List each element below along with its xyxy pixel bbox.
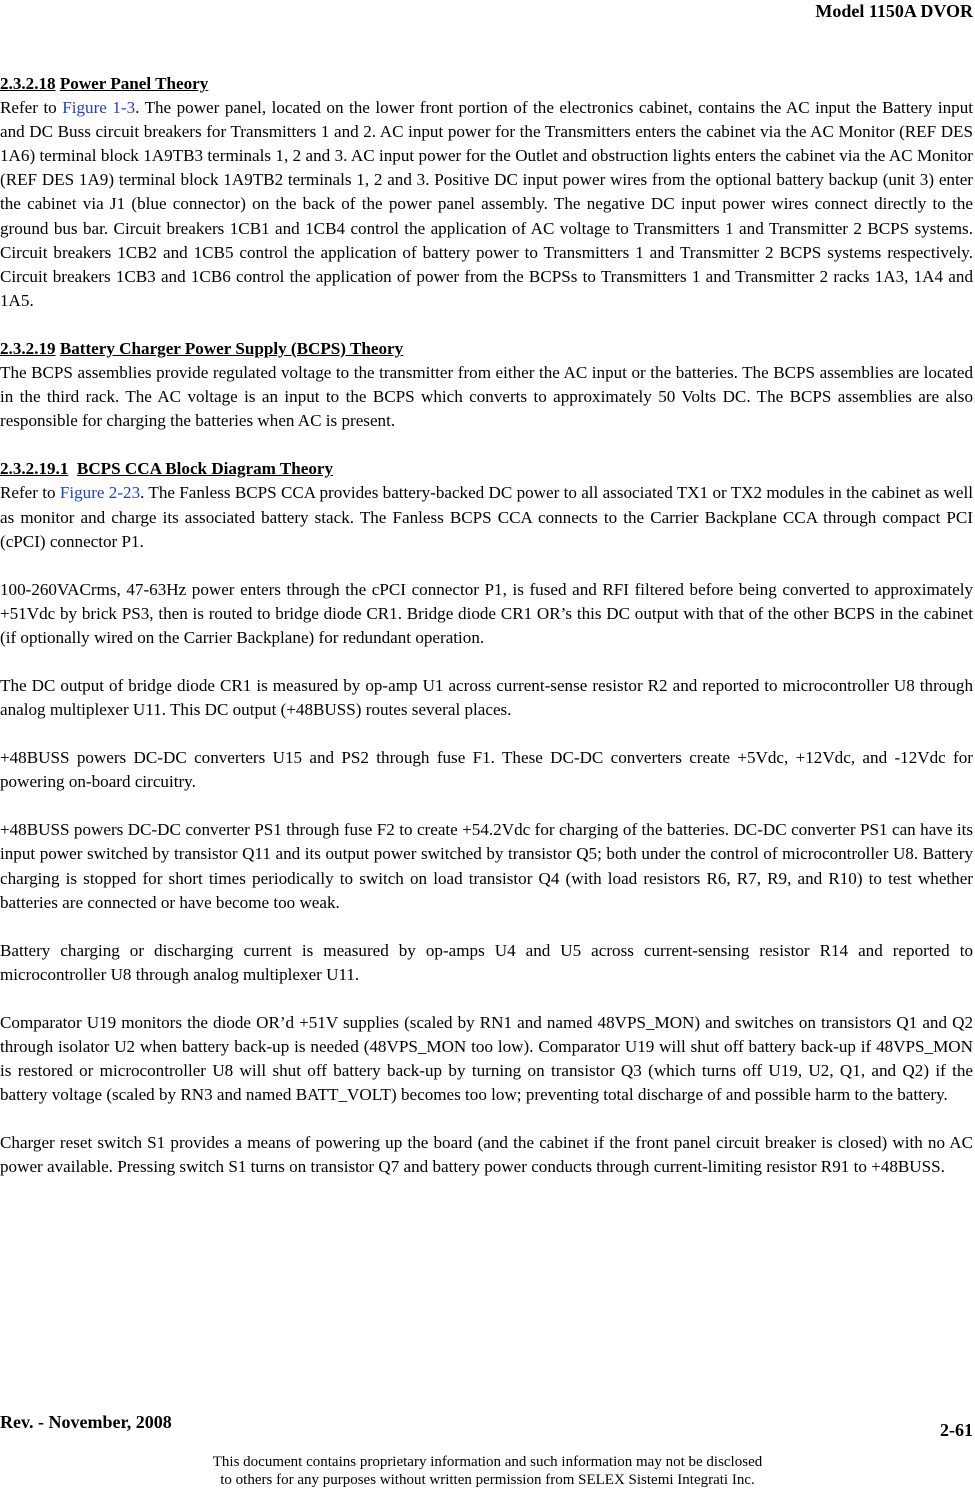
bcps-paragraph: The BCPS assemblies provide regulated voltage to the transmitter from either the AC input or the batteries. The BCPS assemblies are located in the third rack. The AC voltage is an input to the BCPS which converts to approximately 50 Volts DC. The BCPS assemblies are also responsible for charging the batteries when AC is present. xyxy=(0,363,973,431)
footer-proprietary-notice xyxy=(0,1453,975,1489)
section-heading-power-panel xyxy=(0,72,973,96)
text-run: . The power panel, located on the lower front portion of the electronics cabinet, contains the AC input the Battery input and DC Buss circuit breakers for Transmitters 1 and 2. AC input power for the Transmitters enters the cabinet via the AC Monitor (REF DES 1A6) terminal block 1A9TB3 terminals 1, 2 and 3. AC input power for the Outlet and obstruction lights enters the cabinet via the AC Monitor (REF DES 1A9) terminal block 1A9TB2 terminals 1, 2 and 3. Positive DC input power wires from the optional battery backup (unit 3) enter the cabinet via J1 (blue connector) on the back of the power panel assembly. The negative DC input power wires connect directly to the ground bus bar. Circuit breakers 1CB1 and 1CB4 control the application of AC voltage to Transmitters 1 and Transmitter 2 BCPS systems. Circuit breakers 1CB2 and 1CB5 control the application of battery power to Transmitters 1 and Transmitter 2 BCPS systems respectively. Circuit breakers 1CB3 and 1CB6 control the application of power from the BCPSs to Transmitters 1 and Transmitter 2 racks 1A3, 1A4 and 1A5. xyxy=(0,98,973,310)
document-model-title: Model 1150A DVOR xyxy=(815,1,973,21)
figure-2-23-link[interactable]: Figure 2-23 xyxy=(59,483,141,503)
section-heading-bcps xyxy=(0,337,973,361)
bcps-cca-paragraph-4: +48BUSS powers DC-DC converters U15 and PS2 through fuse F1. These DC-DC converters create +5Vdc, +12Vdc, and -12Vdc for powering on-board circuitry. xyxy=(0,748,973,792)
section-title: Power Panel Theory xyxy=(59,74,209,93)
footer-revision: Rev. - November, 2008 xyxy=(0,1412,172,1432)
section-title: Battery Charger Power Supply (BCPS) Theory xyxy=(59,338,404,358)
power-panel-paragraph xyxy=(0,96,973,313)
text-run: Refer to xyxy=(0,98,63,118)
bcps-cca-paragraph-3: The DC output of bridge diode CR1 is measured by op-amp U1 across current-sense resistor R2 and reported to microcontroller U8 through analog multiplexer U11. This DC output (+48BUSS) routes several places. xyxy=(0,675,973,720)
notice-line-2: to others for any purposes without written permission from SELEX Sistemi Integrati Inc. xyxy=(220,1472,755,1488)
text-run: . The Fanless BCPS CCA provides battery-backed DC power to all associated TX1 or TX2 modules in the cabinet as well as monitor and charge its associated battery stack. The Fanless BCPS CCA connects to the Carrier Backplane CCA through compact PCI (cPCI) connector P1. xyxy=(0,483,973,551)
document-body xyxy=(0,72,973,1203)
bcps-cca-paragraph-6: Battery charging or discharging current is measured by op-amps U4 and U5 across current-sensing resistor R14 and reported to microcontroller U8 through analog multiplexer U11. xyxy=(0,940,973,984)
bcps-cca-paragraph-8: Charger reset switch S1 provides a means of powering up the board (and the cabinet if the front panel circuit breaker is closed) with no AC power available. Pressing switch S1 turns on transistor Q7 and battery power conducts through current-limiting resistor R91 to +48BUSS. xyxy=(0,1133,973,1177)
section-title: BCPS CCA Block Diagram Theory xyxy=(76,459,334,479)
section-number: 2.3.2.19.1 xyxy=(0,459,69,479)
section-number: 2.3.2.19 xyxy=(0,338,56,358)
section-number: 2.3.2.18 xyxy=(0,74,56,93)
figure-1-3-link[interactable]: Figure 1-3 xyxy=(62,98,136,118)
notice-line-1: This document contains proprietary information and such information may not be disclosed xyxy=(212,1454,763,1470)
bcps-cca-paragraph-2: 100-260VACrms, 47-63Hz power enters through the cPCI connector P1, is fused and RFI filtered before being converted to approximately +51Vdc by brick PS3, then is routed to bridge diode CR1. Bridge diode CR1 OR’s this DC output with that of the other BCPS in the cabinet (if optionally wired on the Carrier Backplane) for redundant operation. xyxy=(0,579,973,647)
section-heading-bcps-cca xyxy=(0,457,973,481)
bcps-cca-paragraph-1 xyxy=(0,481,973,553)
bcps-cca-paragraph-7: Comparator U19 monitors the diode OR’d +51V supplies (scaled by RN1 and named 48VPS_MON) and switches on transistors Q1 and Q2 through isolator U2 when battery back-up is needed (48VPS_MON too low). Comparator U19 will shut off battery back-up if 48VPS_MON is restored or microcontroller U8 will shut off battery back-up by turning on transistor Q3 (which turns off U19, U2, Q1, and Q2) if the battery voltage (scaled by RN3 and named BATT_VOLT) becomes too low; preventing total discharge of and possible harm to the battery. xyxy=(0,1012,973,1105)
footer-page-number: 2-61 xyxy=(940,1420,973,1440)
bcps-cca-paragraph-5: +48BUSS powers DC-DC converter PS1 through fuse F2 to create +54.2Vdc for charging of the batteries. DC-DC converter PS1 can have its input power switched by transistor Q11 and its output power switched by transistor Q5; both under the control of microcontroller U8. Battery charging is stopped for short times periodically to switch on load transistor Q4 (with load resistors R6, R7, R9, and R10) to test whether batteries are connected or have become too weak. xyxy=(0,820,973,912)
text-run: Refer to xyxy=(0,483,60,503)
